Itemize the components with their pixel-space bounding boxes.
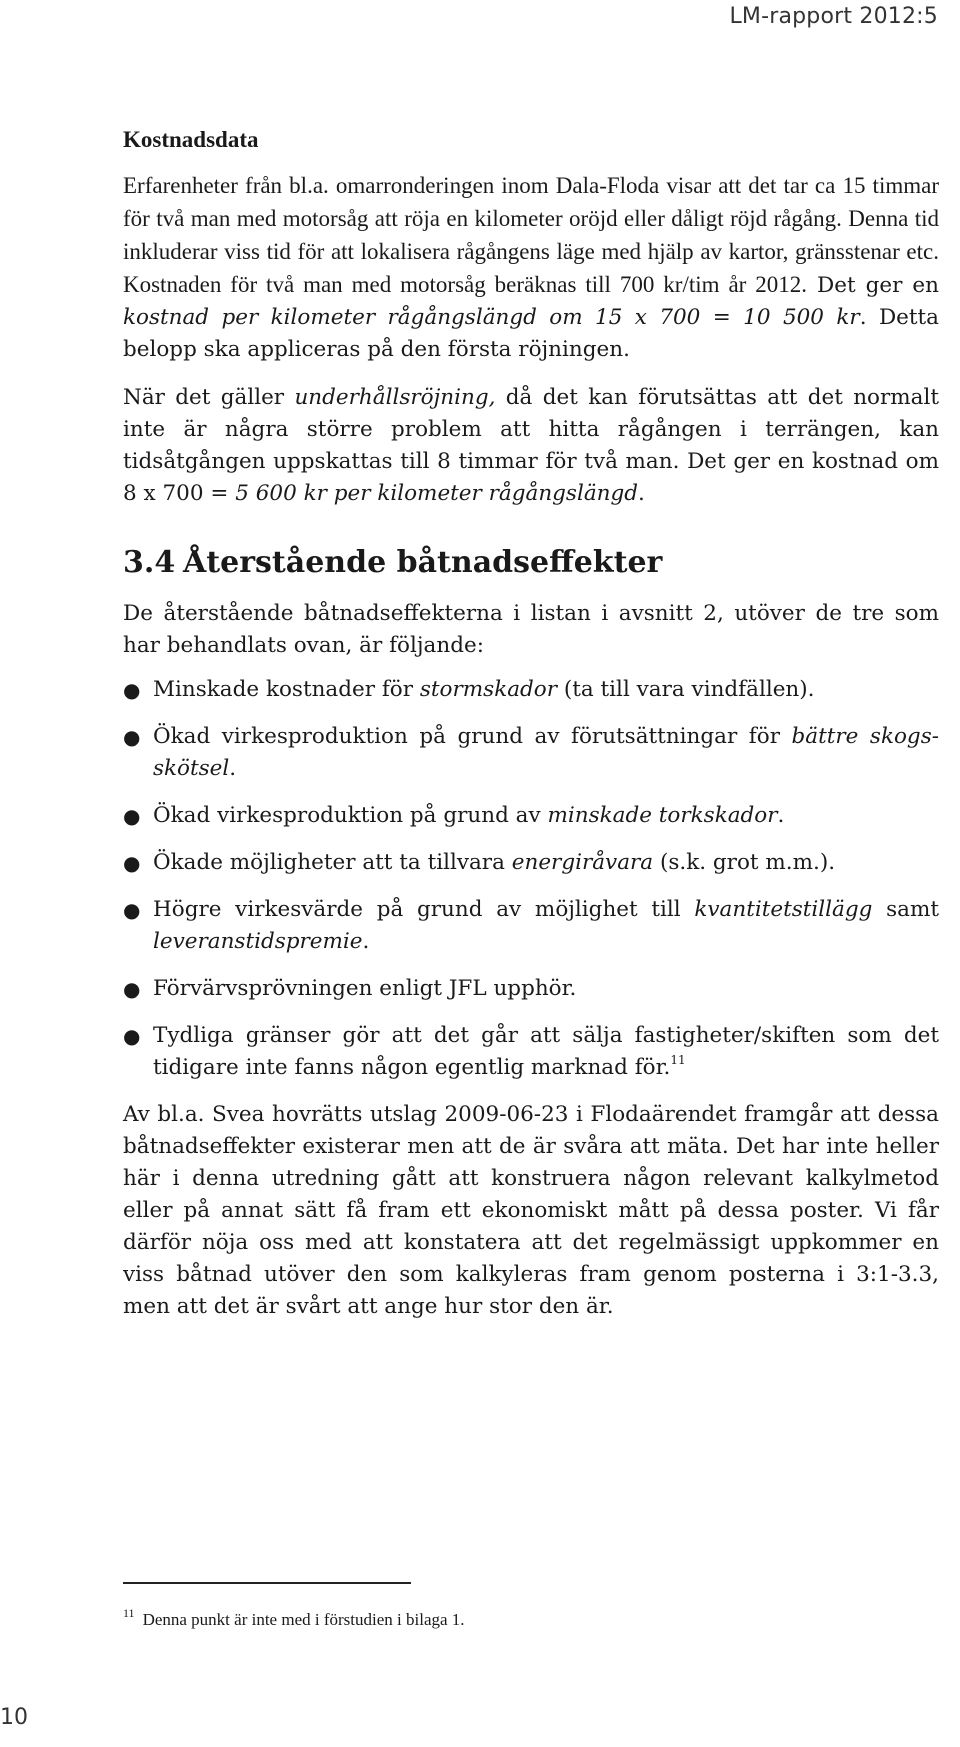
bullet-icon: ● [123,851,141,875]
list-item: ● Ökad virkesproduktion på grund av förutsättningar för bättre skogs-skötsel. [123,721,939,785]
bullet-icon: ● [123,898,141,922]
text-run: . [638,481,645,506]
paragraph-conclusion: Av bl.a. Svea hovrätts utslag 2009-06-23 i Flodaärendet framgår att dessa båtnadseffekter existerar men att de är svåra att mäta. Det har inte heller här i denna utredning gått att konstruera någon relevant kalkylmetod eller på annat sätt få fram ett ekonomiskt mått på dessa poster. Vi får därför nöja oss med att konstatera att det regelmässigt uppkommer en viss båtnad utöver den som kalkyleras fram genom posterna i 3:1-3.3, men att det är svårt att ange hur stor den är. [123,1102,939,1319]
bullet-icon: ● [123,725,141,749]
emphasis-text: kvantitetstillägg [694,897,873,922]
paragraph-cost-clearing [123,170,939,366]
paragraph-maintenance [123,382,939,510]
list-item: ● Ökad virkesproduktion på grund av minskade torkskador. [123,800,939,832]
list-item: ● Ökade möjligheter att ta tillvara energiråvara (s.k. grot m.m.). [123,847,939,879]
emphasis-text: leveranstidspremie [153,929,363,954]
emphasis-text: underhållsröjning, [294,385,496,410]
bullet-icon: ● [123,678,141,702]
list-item: ● Högre virkesvärde på grund av möjlighet till kvantitetstillägg samt leveranstidspremie. [123,894,939,958]
text-run: Det ger en [807,273,939,298]
text-run: Erfarenheter från bl.a. omarronderingen inom Dala-Floda visar att det tar ca 15 timmar för två man med motorsåg att röja en kilometer oröjd eller dåligt röjd rågång. Denna tid inkluderar viss tid för att lokalisera rågångens läge med hjälp av kartor, gränsstenar etc. Kostnaden för två man med motorsåg beräknas till 700 kr/tim år 2012. [123,173,939,297]
emphasis-text: bättre skogs-skötsel [153,724,939,781]
bullet-icon: ● [123,1024,141,1048]
emphasis-text: energiråvara [511,850,654,875]
section-heading [123,544,939,582]
footnote-number: 11 [123,1606,135,1620]
list-item: ● Förvärvsprövningen enligt JFL upphör. [123,973,939,1005]
text-run: När det gäller [123,385,295,410]
footnote [123,1606,465,1630]
text-run: . Detta belopp ska appliceras på den första röjningen. [123,305,939,362]
emphasis-text: kostnad per kilometer rågångslängd om 15 x 700 = 10 500 kr [123,305,860,330]
emphasis-text: minskade torkskador [547,803,778,828]
subsection-title: Kostnadsdata [123,127,259,152]
emphasis-text: stormskador [419,677,558,702]
bullet-icon: ● [123,977,141,1001]
effects-list [123,674,939,1084]
footnote-reference[interactable]: 11 [670,1053,686,1067]
list-item: ● Tydliga gränser gör att det går att sälja fastigheter/skiften som det tidigare inte fanns någon egentlig marknad för.$^{11}$ [123,1020,939,1084]
page-body [123,124,939,1323]
footnote-text: Denna punkt är inte med i förstudien i bilaga 1. [142,1610,465,1629]
running-header: LM-rapport 2012:5 [729,4,938,29]
section-title: Återstående båtnadseffekter [183,545,663,580]
page-number: 10 [0,1705,28,1730]
emphasis-text: 5 600 kr per kilometer rågångslängd [235,481,639,506]
paragraph-intro-list: De återstående båtnadseffekterna i listan i avsnitt 2, utöver de tre som har behandlats ovan, är följande: [123,601,939,658]
bullet-icon: ● [123,804,141,828]
text-run: då det kan förutsättas att det normalt inte är några större problem att hitta rågången i terrängen, kan tidsåtgången uppskattas till 8 timmar för två man. Det ger en kostnad om 8 x 700 = [123,385,940,506]
section-number: 3.4 [123,545,176,580]
list-item: ● Minskade kostnader för stormskador (ta till vara vindfällen). [123,674,939,706]
footnote-separator [123,1582,411,1584]
